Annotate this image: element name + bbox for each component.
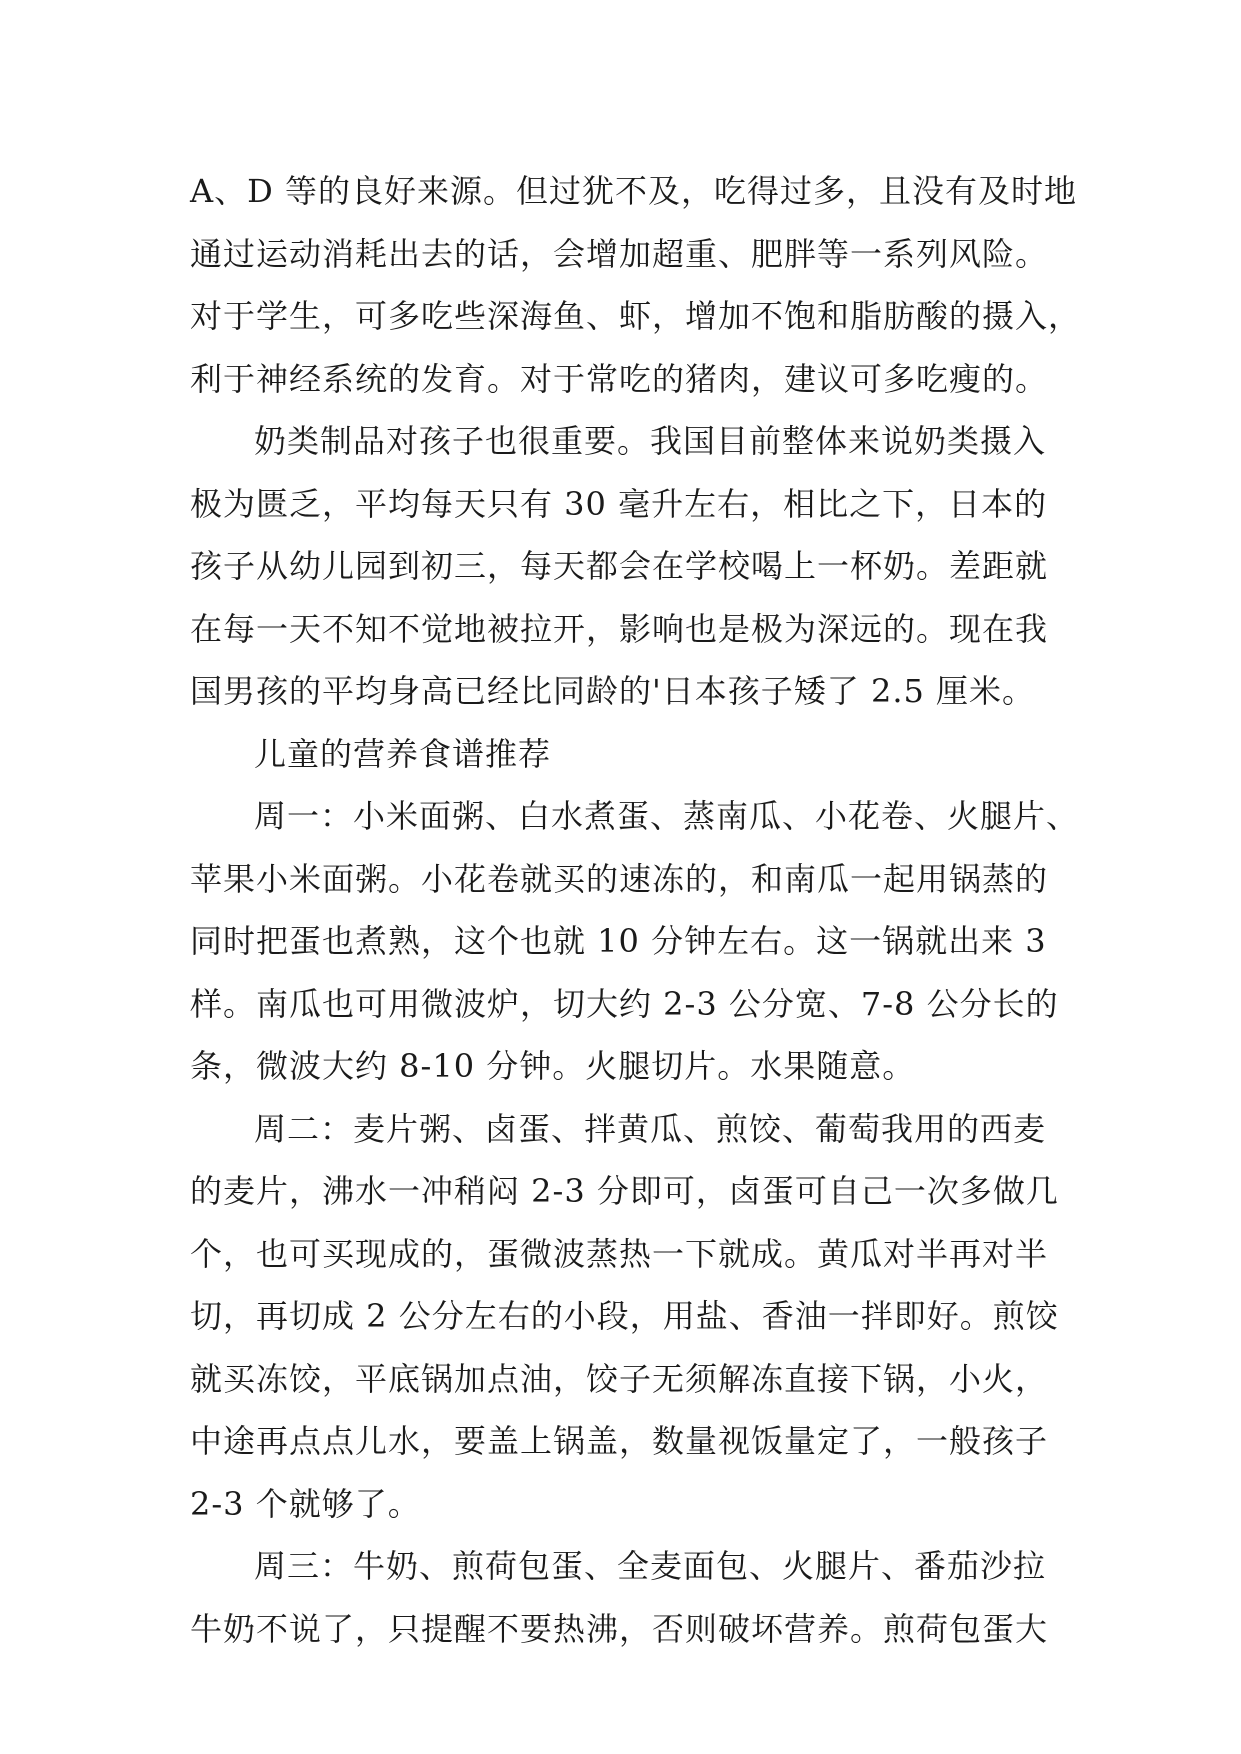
- text-line: 在每一天不知不觉地被拉开，影响也是极为深远的。现在我: [190, 609, 1049, 648]
- text-line: A、D 等的良好来源。但过犹不及，吃得过多，且没有及时地: [190, 172, 1077, 210]
- text-line: 个，也可买现成的，蛋微波蒸热一下就成。黄瓜对半再对半: [190, 1234, 1049, 1273]
- text-line: 切，再切成 2 公分左右的小段，用盐、香油一拌即好。煎饺: [190, 1297, 1059, 1335]
- text-line: 苹果小米面粥。小花卷就买的速冻的，和南瓜一起用锅蒸的: [190, 859, 1049, 898]
- text-line: 条，微波大约 8-10 分钟。火腿切片。水果随意。: [190, 1047, 916, 1085]
- text-line: 2-3 个就够了。: [190, 1484, 421, 1523]
- text-line: 利于神经系统的发育。对于常吃的猪肉，建议可多吃瘦的。: [190, 359, 1049, 398]
- text-line: 周一：小米面粥、白水煮蛋、蒸南瓜、小花卷、火腿片、: [254, 797, 1080, 835]
- text-line: 牛奶不说了，只提醒不要热沸，否则破坏营养。煎荷包蛋大: [190, 1609, 1049, 1648]
- text-line: 国男孩的平均身高已经比同龄的'日本孩子矮了 2.5 厘米。: [190, 672, 1036, 710]
- text-line: 周三：牛奶、煎荷包蛋、全麦面包、火腿片、番茄沙拉: [254, 1547, 1047, 1585]
- text-line: 中途再点点儿水，要盖上锅盖，数量视饭量定了，一般孩子: [190, 1422, 1049, 1460]
- text-line: 的麦片，沸水一冲稍闷 2-3 分即可，卤蛋可自己一次多做几: [190, 1172, 1059, 1210]
- document-body: [190, 160, 1082, 1660]
- text-line: 奶类制品对孩子也很重要。我国目前整体来说奶类摄入: [254, 422, 1047, 460]
- text-line: 同时把蛋也煮熟，这个也就 10 分钟左右。这一锅就出来 3: [190, 922, 1047, 960]
- text-line: 对于学生，可多吃些深海鱼、虾，增加不饱和脂肪酸的摄入，: [190, 297, 1082, 335]
- text-line: 周二：麦片粥、卤蛋、拌黄瓜、煎饺、葡萄我用的西麦: [254, 1109, 1047, 1148]
- text-line: 儿童的营养食谱推荐: [254, 734, 552, 773]
- text-line: 就买冻饺，平底锅加点油，饺子无须解冻直接下锅，小火，: [190, 1359, 1049, 1398]
- text-line: 极为匮乏，平均每天只有 30 毫升左右，相比之下，日本的: [190, 484, 1048, 523]
- text-line: 通过运动消耗出去的话，会增加超重、肥胖等一系列风险。: [190, 234, 1049, 273]
- text-line: 样。南瓜也可用微波炉，切大约 2-3 公分宽、7-8 公分长的: [190, 984, 1059, 1023]
- text-line: 孩子从幼儿园到初三，每天都会在学校喝上一杯奶。差距就: [190, 547, 1049, 585]
